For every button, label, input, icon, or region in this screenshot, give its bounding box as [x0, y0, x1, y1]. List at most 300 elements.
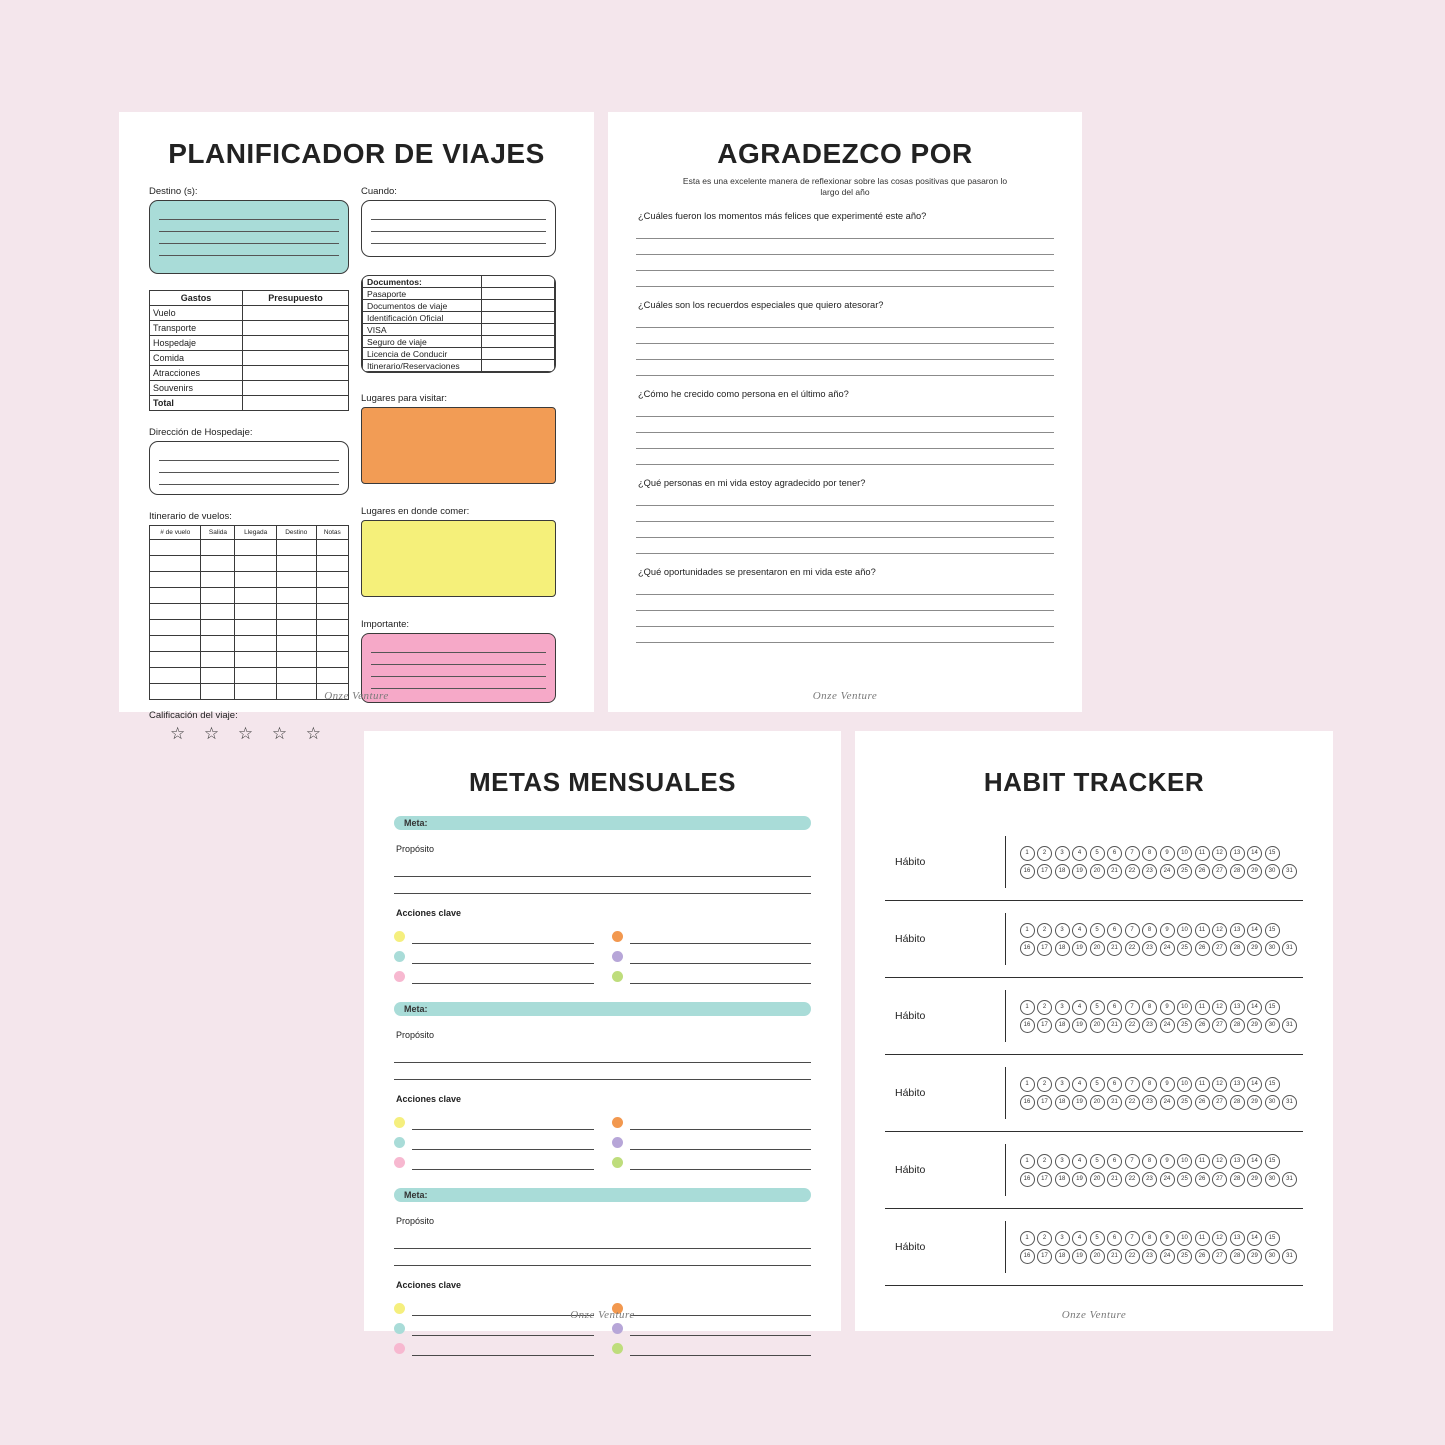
habit-day-circle[interactable]: 21: [1107, 1095, 1122, 1110]
habit-day-circle[interactable]: 31: [1282, 1095, 1297, 1110]
dot-icon: [612, 1323, 623, 1334]
habit-day-circle[interactable]: 12: [1212, 923, 1227, 938]
documents-title: Documentos:: [363, 276, 482, 288]
habit-day-circle[interactable]: 7: [1125, 1154, 1140, 1169]
habit-day-circle[interactable]: 15: [1265, 1154, 1280, 1169]
habit-day-circle[interactable]: 14: [1247, 923, 1262, 938]
habit-day-circle[interactable]: 4: [1072, 923, 1087, 938]
habit-day-circle[interactable]: 25: [1177, 941, 1192, 956]
habit-day-circle[interactable]: 21: [1107, 1172, 1122, 1187]
habit-label[interactable]: Hábito: [895, 856, 926, 868]
document-check[interactable]: [482, 288, 555, 300]
habit-day-circle[interactable]: 1: [1020, 923, 1035, 938]
table-row[interactable]: [150, 636, 349, 652]
habit-day-circle[interactable]: 16: [1020, 1249, 1035, 1264]
habit-day-circle[interactable]: 19: [1072, 1095, 1087, 1110]
places-to-visit-label: Lugares para visitar:: [361, 393, 448, 404]
habit-day-circle[interactable]: 14: [1247, 1077, 1262, 1092]
habit-day-circle[interactable]: 5: [1090, 1000, 1105, 1015]
table-row[interactable]: [150, 572, 349, 588]
answer-lines[interactable]: [636, 223, 1054, 287]
habit-day-circle[interactable]: 11: [1195, 1000, 1210, 1015]
document-check[interactable]: [482, 300, 555, 312]
habit-day-circle[interactable]: 23: [1142, 1018, 1157, 1033]
habit-day-circle[interactable]: 26: [1195, 1018, 1210, 1033]
habit-day-circle[interactable]: 27: [1212, 1095, 1227, 1110]
habit-day-circle[interactable]: 11: [1195, 923, 1210, 938]
habit-day-circle[interactable]: 2: [1037, 846, 1052, 861]
habit-row: [885, 1209, 1303, 1286]
question-text: ¿Cuáles fueron los momentos más felices que experimenté este año?: [638, 210, 927, 221]
habit-day-circle[interactable]: 9: [1160, 1000, 1175, 1015]
table-row: [363, 300, 555, 312]
habit-day-circle[interactable]: 9: [1160, 846, 1175, 861]
action-item[interactable]: [612, 964, 812, 984]
habit-day-circle[interactable]: 26: [1195, 1249, 1210, 1264]
table-row: [363, 288, 555, 300]
habit-number-line: [1020, 1095, 1298, 1110]
habit-row: [885, 824, 1303, 901]
habit-day-circle[interactable]: 17: [1037, 1095, 1052, 1110]
habit-day-circle[interactable]: 8: [1142, 1154, 1157, 1169]
habit-day-circle[interactable]: 30: [1265, 1018, 1280, 1033]
brand-logo: Onze Venture: [570, 1309, 635, 1321]
action-item[interactable]: [394, 1110, 594, 1130]
habit-day-circle[interactable]: 29: [1247, 1095, 1262, 1110]
habit-number-line: [1020, 1000, 1280, 1015]
habit-day-circle[interactable]: 17: [1037, 1018, 1052, 1033]
when-label: Cuando:: [361, 186, 397, 197]
habit-day-circle[interactable]: 25: [1177, 1095, 1192, 1110]
habit-day-circle[interactable]: 31: [1282, 1172, 1297, 1187]
habit-day-circle[interactable]: 25: [1177, 864, 1192, 879]
habit-day-circle[interactable]: 15: [1265, 846, 1280, 861]
habit-day-circle[interactable]: 11: [1195, 846, 1210, 861]
goal-bar[interactable]: Meta:: [394, 1188, 811, 1202]
action-item[interactable]: [612, 1336, 812, 1356]
habit-day-circle[interactable]: 4: [1072, 1154, 1087, 1169]
habit-day-circle[interactable]: 20: [1090, 864, 1105, 879]
goal-block: [394, 1002, 811, 1170]
habit-day-circle[interactable]: 10: [1177, 1000, 1192, 1015]
expense-value[interactable]: [243, 381, 349, 396]
habit-row: [885, 901, 1303, 978]
purpose-lines[interactable]: [394, 1046, 811, 1080]
habit-day-circle[interactable]: 25: [1177, 1249, 1192, 1264]
habit-day-circle[interactable]: 28: [1230, 864, 1245, 879]
habit-day-circle[interactable]: 11: [1195, 1077, 1210, 1092]
habit-day-circle[interactable]: 4: [1072, 1231, 1087, 1246]
habit-day-circle[interactable]: 19: [1072, 1018, 1087, 1033]
purpose-label: Propósito: [396, 1030, 435, 1040]
habit-day-circle[interactable]: 27: [1212, 1249, 1227, 1264]
action-item[interactable]: [612, 944, 812, 964]
brand-logo: Onze Venture: [812, 690, 878, 702]
habit-day-circle[interactable]: 2: [1037, 1154, 1052, 1169]
habit-day-circle[interactable]: 22: [1125, 941, 1140, 956]
habit-day-circle[interactable]: 22: [1125, 1018, 1140, 1033]
habit-day-circle[interactable]: 28: [1230, 1249, 1245, 1264]
habit-day-circle[interactable]: 20: [1090, 1095, 1105, 1110]
action-item[interactable]: [394, 1336, 594, 1356]
when-box[interactable]: [361, 200, 556, 257]
habit-day-circle[interactable]: 3: [1055, 1077, 1070, 1092]
dot-icon: [394, 1157, 405, 1168]
habit-day-circle[interactable]: 30: [1265, 941, 1280, 956]
habit-day-circle[interactable]: 24: [1160, 1172, 1175, 1187]
habit-day-circle[interactable]: 17: [1037, 941, 1052, 956]
goal-bar[interactable]: Meta:: [394, 1002, 811, 1016]
habit-day-circle[interactable]: 26: [1195, 1172, 1210, 1187]
dot-icon: [612, 1137, 623, 1148]
habit-day-circle[interactable]: 31: [1282, 941, 1297, 956]
habit-day-circle[interactable]: 24: [1160, 1249, 1175, 1264]
habit-day-circle[interactable]: 20: [1090, 941, 1105, 956]
goal-block: [394, 816, 811, 984]
habit-label[interactable]: Hábito: [895, 933, 926, 945]
habit-day-circle[interactable]: 6: [1107, 1077, 1122, 1092]
habit-day-circle[interactable]: 4: [1072, 1077, 1087, 1092]
habit-day-circle[interactable]: 12: [1212, 1000, 1227, 1015]
habit-day-circle[interactable]: 26: [1195, 1095, 1210, 1110]
habit-day-circle[interactable]: 14: [1247, 846, 1262, 861]
dot-icon: [394, 1117, 405, 1128]
habit-day-circle[interactable]: 23: [1142, 864, 1157, 879]
habit-day-circle[interactable]: 7: [1125, 1000, 1140, 1015]
expense-label: Souvenirs: [150, 381, 243, 396]
documents-check-header: [482, 276, 555, 288]
habit-day-circle[interactable]: 3: [1055, 1154, 1070, 1169]
habit-day-circle[interactable]: 27: [1212, 1018, 1227, 1033]
habit-day-circle[interactable]: 1: [1020, 846, 1035, 861]
habit-day-circle[interactable]: 4: [1072, 846, 1087, 861]
habit-day-circle[interactable]: 17: [1037, 1172, 1052, 1187]
answer-lines[interactable]: [636, 490, 1054, 554]
habit-day-circle[interactable]: 21: [1107, 1249, 1122, 1264]
habit-day-circle[interactable]: 1: [1020, 1077, 1035, 1092]
habit-day-circle[interactable]: 7: [1125, 846, 1140, 861]
table-row: [150, 336, 349, 351]
habit-day-circle[interactable]: 7: [1125, 1077, 1140, 1092]
habit-day-circle[interactable]: 10: [1177, 1077, 1192, 1092]
table-row[interactable]: [150, 668, 349, 684]
habit-day-circle[interactable]: 17: [1037, 1249, 1052, 1264]
habit-day-circle[interactable]: 31: [1282, 864, 1297, 879]
action-item[interactable]: [612, 1110, 812, 1130]
habit-day-circle[interactable]: 22: [1125, 864, 1140, 879]
habit-day-circle[interactable]: 28: [1230, 941, 1245, 956]
habit-day-circle[interactable]: 10: [1177, 846, 1192, 861]
habit-day-circle[interactable]: 24: [1160, 864, 1175, 879]
habit-day-circle[interactable]: 30: [1265, 1172, 1280, 1187]
habit-day-circle[interactable]: 21: [1107, 941, 1122, 956]
document-check[interactable]: [482, 360, 555, 372]
habit-day-circle[interactable]: 18: [1055, 1095, 1070, 1110]
habit-day-circle[interactable]: 5: [1090, 923, 1105, 938]
expense-label: Vuelo: [150, 306, 243, 321]
expense-label: Atracciones: [150, 366, 243, 381]
expense-label: Comida: [150, 351, 243, 366]
habit-day-circle[interactable]: 8: [1142, 1231, 1157, 1246]
habit-day-circle[interactable]: 13: [1230, 923, 1245, 938]
expense-label: Hospedaje: [150, 336, 243, 351]
habit-row: [885, 978, 1303, 1055]
habit-day-circle[interactable]: 23: [1142, 1172, 1157, 1187]
habit-day-circle[interactable]: 26: [1195, 941, 1210, 956]
habit-day-circle[interactable]: 1: [1020, 1000, 1035, 1015]
habit-day-circle[interactable]: 25: [1177, 1018, 1192, 1033]
expense-total-value[interactable]: [243, 396, 349, 411]
habit-day-circle[interactable]: 18: [1055, 864, 1070, 879]
habit-day-circle[interactable]: 6: [1107, 1231, 1122, 1246]
habit-day-circle[interactable]: 23: [1142, 1249, 1157, 1264]
habit-label[interactable]: Hábito: [895, 1087, 926, 1099]
habit-day-circle[interactable]: 30: [1265, 1249, 1280, 1264]
habit-day-circle[interactable]: 19: [1072, 1249, 1087, 1264]
habit-day-circle[interactable]: 5: [1090, 1231, 1105, 1246]
document-check[interactable]: [482, 312, 555, 324]
habit-day-circle[interactable]: 24: [1160, 1018, 1175, 1033]
habit-day-circle[interactable]: 30: [1265, 864, 1280, 879]
habit-day-circle[interactable]: 6: [1107, 1000, 1122, 1015]
goal-bar[interactable]: Meta:: [394, 816, 811, 830]
habit-day-circle[interactable]: 21: [1107, 1018, 1122, 1033]
habit-day-circle[interactable]: 23: [1142, 1095, 1157, 1110]
question-text: ¿Cómo he crecido como persona en el último año?: [638, 388, 849, 399]
dot-icon: [612, 971, 623, 982]
habit-day-circle[interactable]: 18: [1055, 941, 1070, 956]
answer-lines[interactable]: [636, 579, 1054, 643]
page-title: AGRADEZCO POR: [717, 138, 973, 169]
habit-day-numbers: [1020, 1000, 1304, 1033]
habit-day-circle[interactable]: 29: [1247, 1249, 1262, 1264]
places-to-visit-box[interactable]: [361, 407, 556, 484]
action-item[interactable]: [394, 1150, 594, 1170]
flight-header-cell: Notas: [316, 526, 348, 540]
habit-day-circle[interactable]: 12: [1212, 1077, 1227, 1092]
expense-value[interactable]: [243, 366, 349, 381]
expense-value[interactable]: [243, 336, 349, 351]
habit-day-circle[interactable]: 10: [1177, 1231, 1192, 1246]
habit-day-circle[interactable]: 13: [1230, 1231, 1245, 1246]
document-label: VISA: [363, 324, 482, 336]
habit-day-circle[interactable]: 31: [1282, 1249, 1297, 1264]
habit-day-circle[interactable]: 1: [1020, 1154, 1035, 1169]
document-check[interactable]: [482, 336, 555, 348]
table-row[interactable]: [150, 540, 349, 556]
habit-day-circle[interactable]: 12: [1212, 846, 1227, 861]
action-item[interactable]: [612, 1130, 812, 1150]
habit-day-circle[interactable]: 30: [1265, 1095, 1280, 1110]
habit-day-circle[interactable]: 23: [1142, 941, 1157, 956]
habit-number-line: [1020, 864, 1298, 879]
action-item[interactable]: [394, 964, 594, 984]
habit-day-circle[interactable]: 14: [1247, 1231, 1262, 1246]
habit-day-circle[interactable]: 1: [1020, 1231, 1035, 1246]
habit-day-circle[interactable]: 9: [1160, 1154, 1175, 1169]
habit-day-circle[interactable]: 29: [1247, 864, 1262, 879]
table-row[interactable]: [150, 652, 349, 668]
dot-icon: [394, 931, 405, 942]
habit-day-circle[interactable]: 31: [1282, 1018, 1297, 1033]
habit-day-circle[interactable]: 3: [1055, 1231, 1070, 1246]
habit-day-circle[interactable]: 5: [1090, 1077, 1105, 1092]
habit-day-circle[interactable]: 18: [1055, 1018, 1070, 1033]
action-item[interactable]: [612, 1150, 812, 1170]
document-check[interactable]: [482, 324, 555, 336]
habit-rows-container: [885, 824, 1303, 1286]
habit-number-line: [1020, 1154, 1280, 1169]
habit-day-circle[interactable]: 11: [1195, 1154, 1210, 1169]
habit-day-circle[interactable]: 19: [1072, 941, 1087, 956]
habit-day-circle[interactable]: 11: [1195, 1231, 1210, 1246]
habit-day-circle[interactable]: 9: [1160, 1077, 1175, 1092]
action-item[interactable]: [394, 1130, 594, 1150]
habit-day-circle[interactable]: 21: [1107, 864, 1122, 879]
habit-day-circle[interactable]: 20: [1090, 1018, 1105, 1033]
habit-day-circle[interactable]: 12: [1212, 1231, 1227, 1246]
expense-total-label: Total: [150, 396, 243, 411]
expense-value[interactable]: [243, 306, 349, 321]
habit-day-circle[interactable]: 8: [1142, 1077, 1157, 1092]
habit-day-circle[interactable]: 2: [1037, 1077, 1052, 1092]
habit-day-circle[interactable]: 8: [1142, 1000, 1157, 1015]
places-to-eat-box[interactable]: [361, 520, 556, 597]
habit-day-circle[interactable]: 9: [1160, 923, 1175, 938]
destination-label: Destino (s):: [149, 186, 198, 197]
habit-day-circle[interactable]: 28: [1230, 1172, 1245, 1187]
table-row: [150, 396, 349, 411]
habit-day-circle[interactable]: 13: [1230, 1077, 1245, 1092]
table-row[interactable]: [150, 588, 349, 604]
habit-day-circle[interactable]: 10: [1177, 923, 1192, 938]
gratitude-page: [608, 112, 1082, 712]
answer-lines[interactable]: [636, 401, 1054, 465]
habit-day-circle[interactable]: 4: [1072, 1000, 1087, 1015]
habit-day-circle[interactable]: 15: [1265, 1231, 1280, 1246]
question-block: [636, 478, 1054, 554]
habit-day-circle[interactable]: 3: [1055, 846, 1070, 861]
habit-day-circle[interactable]: 18: [1055, 1172, 1070, 1187]
lodging-address-box[interactable]: [149, 441, 349, 495]
habit-day-circle[interactable]: 16: [1020, 864, 1035, 879]
habit-day-circle[interactable]: 6: [1107, 923, 1122, 938]
expense-value[interactable]: [243, 321, 349, 336]
habit-day-circle[interactable]: 25: [1177, 1172, 1192, 1187]
habit-day-circle[interactable]: 3: [1055, 1000, 1070, 1015]
habit-label[interactable]: Hábito: [895, 1010, 926, 1022]
habit-day-circle[interactable]: 2: [1037, 1231, 1052, 1246]
habit-day-circle[interactable]: 10: [1177, 1154, 1192, 1169]
habit-day-circle[interactable]: 5: [1090, 846, 1105, 861]
purpose-lines[interactable]: [394, 1232, 811, 1266]
habit-number-line: [1020, 1018, 1298, 1033]
habit-divider: [1005, 1067, 1006, 1119]
habit-day-circle[interactable]: 22: [1125, 1172, 1140, 1187]
habit-day-circle[interactable]: 3: [1055, 923, 1070, 938]
question-block: [636, 300, 1054, 376]
habit-number-line: [1020, 1077, 1280, 1092]
habit-day-circle[interactable]: 29: [1247, 941, 1262, 956]
habit-day-circle[interactable]: 17: [1037, 864, 1052, 879]
action-item[interactable]: [612, 924, 812, 944]
page-title: HABIT TRACKER: [983, 767, 1205, 797]
habit-day-circle[interactable]: 12: [1212, 1154, 1227, 1169]
habit-day-circle[interactable]: 6: [1107, 1154, 1122, 1169]
habit-day-circle[interactable]: 29: [1247, 1172, 1262, 1187]
habit-day-circle[interactable]: 28: [1230, 1095, 1245, 1110]
habit-day-circle[interactable]: 22: [1125, 1095, 1140, 1110]
table-row[interactable]: [150, 620, 349, 636]
habit-day-circle[interactable]: 22: [1125, 1249, 1140, 1264]
habit-day-circle[interactable]: 13: [1230, 1154, 1245, 1169]
habit-day-circle[interactable]: 18: [1055, 1249, 1070, 1264]
habit-day-circle[interactable]: 16: [1020, 1095, 1035, 1110]
table-row[interactable]: [150, 604, 349, 620]
habit-day-circle[interactable]: 8: [1142, 923, 1157, 938]
habit-day-circle[interactable]: 15: [1265, 923, 1280, 938]
habit-label[interactable]: Hábito: [895, 1241, 926, 1253]
table-row[interactable]: [150, 556, 349, 572]
habit-day-circle[interactable]: 7: [1125, 1231, 1140, 1246]
document-label: Pasaporte: [363, 288, 482, 300]
habit-day-circle[interactable]: 14: [1247, 1000, 1262, 1015]
question-block: [636, 389, 1054, 465]
habit-day-circle[interactable]: 7: [1125, 923, 1140, 938]
habit-day-circle[interactable]: 20: [1090, 1249, 1105, 1264]
destination-box[interactable]: [149, 200, 349, 274]
habit-day-circle[interactable]: 28: [1230, 1018, 1245, 1033]
habit-day-circle[interactable]: 29: [1247, 1018, 1262, 1033]
habit-day-circle[interactable]: 14: [1247, 1154, 1262, 1169]
purpose-lines[interactable]: [394, 860, 811, 894]
habit-day-circle[interactable]: 2: [1037, 923, 1052, 938]
answer-lines[interactable]: [636, 312, 1054, 376]
habit-day-circle[interactable]: 20: [1090, 1172, 1105, 1187]
documents-table: [362, 276, 555, 372]
habit-day-circle[interactable]: 26: [1195, 864, 1210, 879]
habit-day-circle[interactable]: 5: [1090, 1154, 1105, 1169]
habit-day-circle[interactable]: 6: [1107, 846, 1122, 861]
expense-value[interactable]: [243, 351, 349, 366]
habit-day-circle[interactable]: 13: [1230, 1000, 1245, 1015]
habit-label[interactable]: Hábito: [895, 1164, 926, 1176]
star-rating-icon[interactable]: ☆ ☆ ☆ ☆ ☆: [169, 724, 329, 743]
habit-day-circle[interactable]: 19: [1072, 1172, 1087, 1187]
habit-day-circle[interactable]: 27: [1212, 864, 1227, 879]
habit-day-circle[interactable]: 27: [1212, 1172, 1227, 1187]
expenses-table: [149, 290, 349, 411]
habit-day-circle[interactable]: 9: [1160, 1231, 1175, 1246]
habit-day-circle[interactable]: 19: [1072, 864, 1087, 879]
habit-day-circle[interactable]: 15: [1265, 1000, 1280, 1015]
habit-day-circle[interactable]: 16: [1020, 941, 1035, 956]
document-check[interactable]: [482, 348, 555, 360]
habit-day-circle[interactable]: 24: [1160, 1095, 1175, 1110]
habit-day-circle[interactable]: 24: [1160, 941, 1175, 956]
habit-day-circle[interactable]: 16: [1020, 1172, 1035, 1187]
habit-day-circle[interactable]: 2: [1037, 1000, 1052, 1015]
habit-day-circle[interactable]: 27: [1212, 941, 1227, 956]
habit-day-circle[interactable]: 13: [1230, 846, 1245, 861]
habit-day-circle[interactable]: 15: [1265, 1077, 1280, 1092]
goal-block: [394, 1188, 811, 1356]
action-item[interactable]: [394, 944, 594, 964]
habit-day-circle[interactable]: 8: [1142, 846, 1157, 861]
action-item[interactable]: [394, 924, 594, 944]
habit-day-circle[interactable]: 16: [1020, 1018, 1035, 1033]
habit-day-numbers: [1020, 923, 1304, 956]
